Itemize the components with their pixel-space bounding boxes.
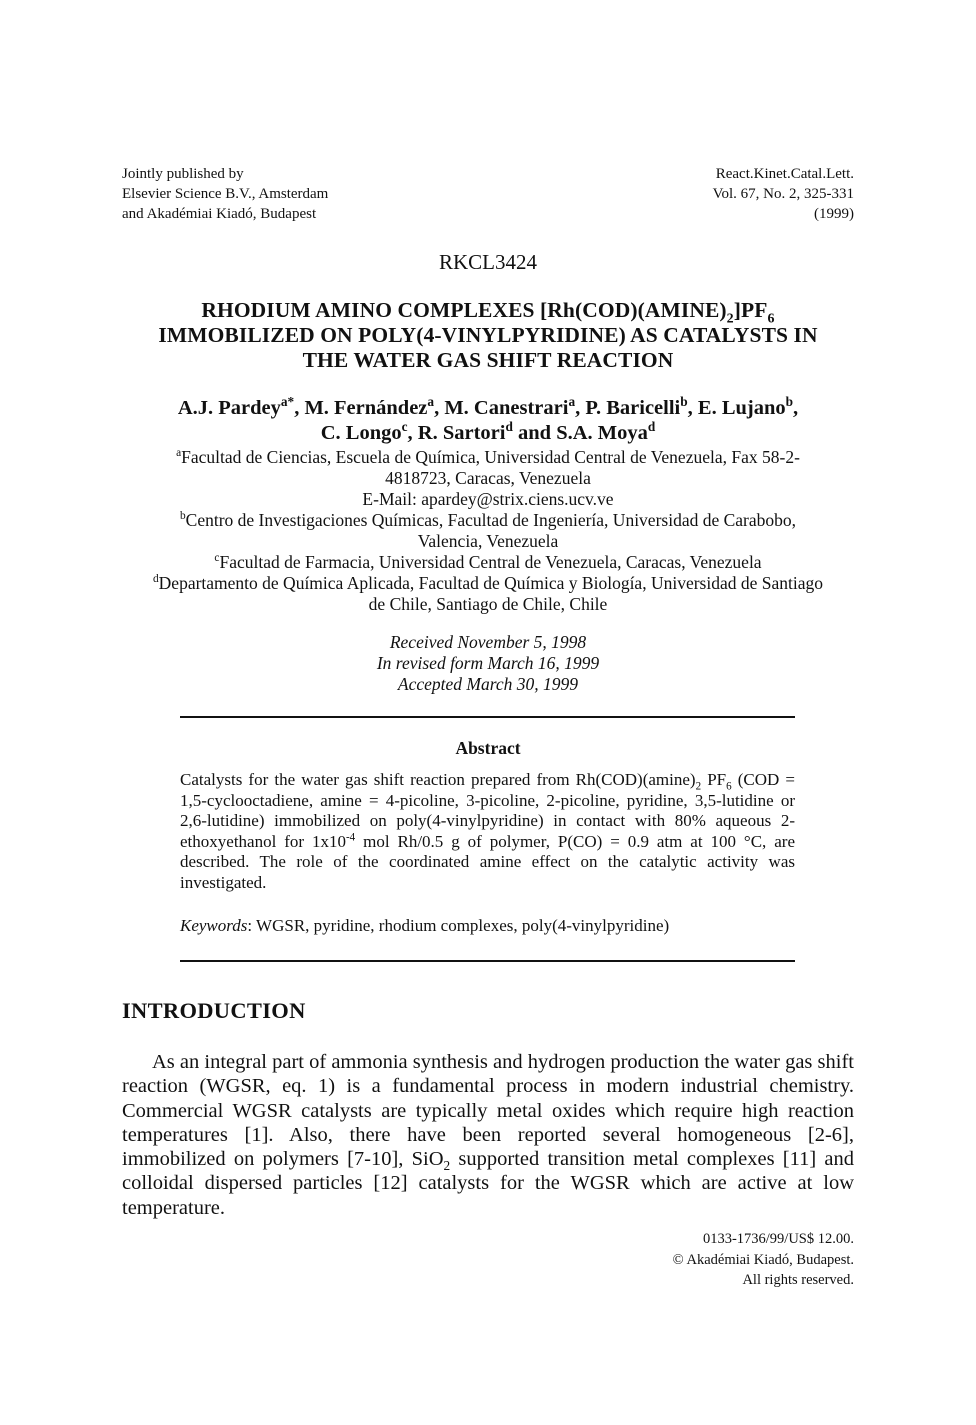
journal-volume: Vol. 67, No. 2, 325-331 (712, 186, 854, 202)
revised-date: In revised form March 16, 1999 (376, 653, 600, 673)
copyright-holder: © Akadémiai Kiadó, Budapest. (672, 1251, 854, 1268)
submission-dates (0, 632, 976, 695)
received-date: Received November 5, 1998 (389, 632, 587, 652)
abstract-text: Catalysts for the water gas shift reaction prepared from $Rh(COD)(amine)_2$ $PF_6$ (COD = 1,5-cyclooctadiene, amine = 4-picoline, 3-picoline, 2-picoline, pyridine, 3,5-lutidine or 2,6-lutidine) immobilized on poly(4-vinylpyridine) in contact with 80% aqueous 2-ethoxyethanol for $1x10^{-4}$ mol Rh/0.5 g of polymer, P(CO) = 0.9 atm at 100 °C, are described. The role of the coordinated amine effect on the catalytic activity was investigated. (180, 770, 795, 892)
accepted-date: Accepted March 30, 1999 (397, 674, 579, 694)
contact-email: E-Mail: apardey@strix.ciens.ucv.ve (362, 489, 614, 509)
affiliation-a: $^a$Facultad de Ciencias, Escuela de Química, Universidad Central de Venezuela, Fax 58-2- (176, 447, 800, 467)
affiliation-c: $^c$Facultad de Farmacia, Universidad Central de Venezuela, Caracas, Venezuela (214, 552, 762, 572)
introduction-paragraph: As an integral part of ammonia synthesis and hydrogen production the water gas shift reaction (WGSR, eq. 1) is a fundamental process in modern industrial chemistry. Commercial WGSR catalysts are typically metal oxides which require high reaction temperatures [1]. Also, there have been reported several homogeneous [2-6], immobilized on polymers [7-10], SiO$_2$ supported transition metal complexes [11] and colloidal dispersed particles [12] catalysts for the WGSR which are active at low temperature. (122, 1051, 854, 1219)
title-line-1: RHODIUM AMINO COMPLEXES $[Rh(COD)(AMINE)_2]PF_6$ (201, 298, 775, 327)
affiliations (100, 447, 876, 615)
publisher-line: Jointly published by (122, 166, 244, 182)
publisher-line: and Akadémiai Kiadó, Budapest (122, 206, 317, 222)
author: P. Baricelli$^b$ (585, 394, 688, 419)
affiliation-b: $^b$Centro de Investigaciones Químicas, Facultad de Ingeniería, Universidad de Carabobo, (179, 510, 797, 530)
author: M. Fernández$^a$ (304, 394, 435, 419)
keywords-label: Keywords (180, 916, 248, 935)
author: A.J. Pardey$^{a*}$ (177, 394, 295, 419)
author-line-1: A.J. Pardey$^{a*}$, M. Fernández$^a$, M. Canestrari$^a$, P. Baricelli$^b$, E. Lujano$^b$, (177, 394, 799, 419)
title-line-3: THE WATER GAS SHIFT REACTION (302, 348, 674, 372)
author: C. Longo$^c$ (320, 419, 408, 444)
author: E. Lujano$^b$ (697, 394, 794, 419)
journal-name: React.Kinet.Catal.Lett. (715, 166, 854, 182)
journal-year: (1999) (814, 206, 854, 222)
affiliation-a-cont: 4818723, Caracas, Venezuela (385, 468, 591, 488)
author: S.A. Moya$^d$ (556, 419, 656, 444)
publisher-line: Elsevier Science B.V., Amsterdam (122, 186, 329, 202)
affiliation-b-cont: Valencia, Venezuela (417, 531, 559, 551)
section-heading-introduction: INTRODUCTION (122, 998, 306, 1023)
publisher-info-left (122, 164, 328, 224)
author: M. Canestrari$^a$ (444, 394, 576, 419)
article-code: RKCL3424 (438, 250, 537, 274)
paper-title (100, 298, 876, 373)
copyright-footer (673, 1229, 854, 1291)
author-line-2: C. Longo$^c$, R. Sartori$^d$ and S.A. Moya$^d$ (320, 419, 656, 444)
affiliation-d: $^d$Departamento de Química Aplicada, Facultad de Química y Biología, Universidad de Santiago (152, 573, 823, 593)
journal-citation (713, 164, 854, 224)
abstract-top-rule (180, 716, 795, 718)
rights-notice: All rights reserved. (742, 1272, 854, 1288)
abstract-heading: Abstract (455, 738, 521, 758)
author: R. Sartori$^d$ (417, 419, 513, 444)
keywords (180, 916, 795, 937)
keywords-text: : WGSR, pyridine, rhodium complexes, poly(4-vinylpyridine) (247, 916, 670, 935)
abstract-bottom-rule (180, 960, 795, 962)
title-line-2: IMMOBILIZED ON POLY(4-VINYLPYRIDINE) AS CATALYSTS IN (158, 323, 818, 347)
author-list (110, 396, 866, 446)
affiliation-d-cont: de Chile, Santiago de Chile, Chile (368, 594, 608, 614)
issn-price: 0133-1736/99/US$ 12.00. (702, 1231, 854, 1247)
